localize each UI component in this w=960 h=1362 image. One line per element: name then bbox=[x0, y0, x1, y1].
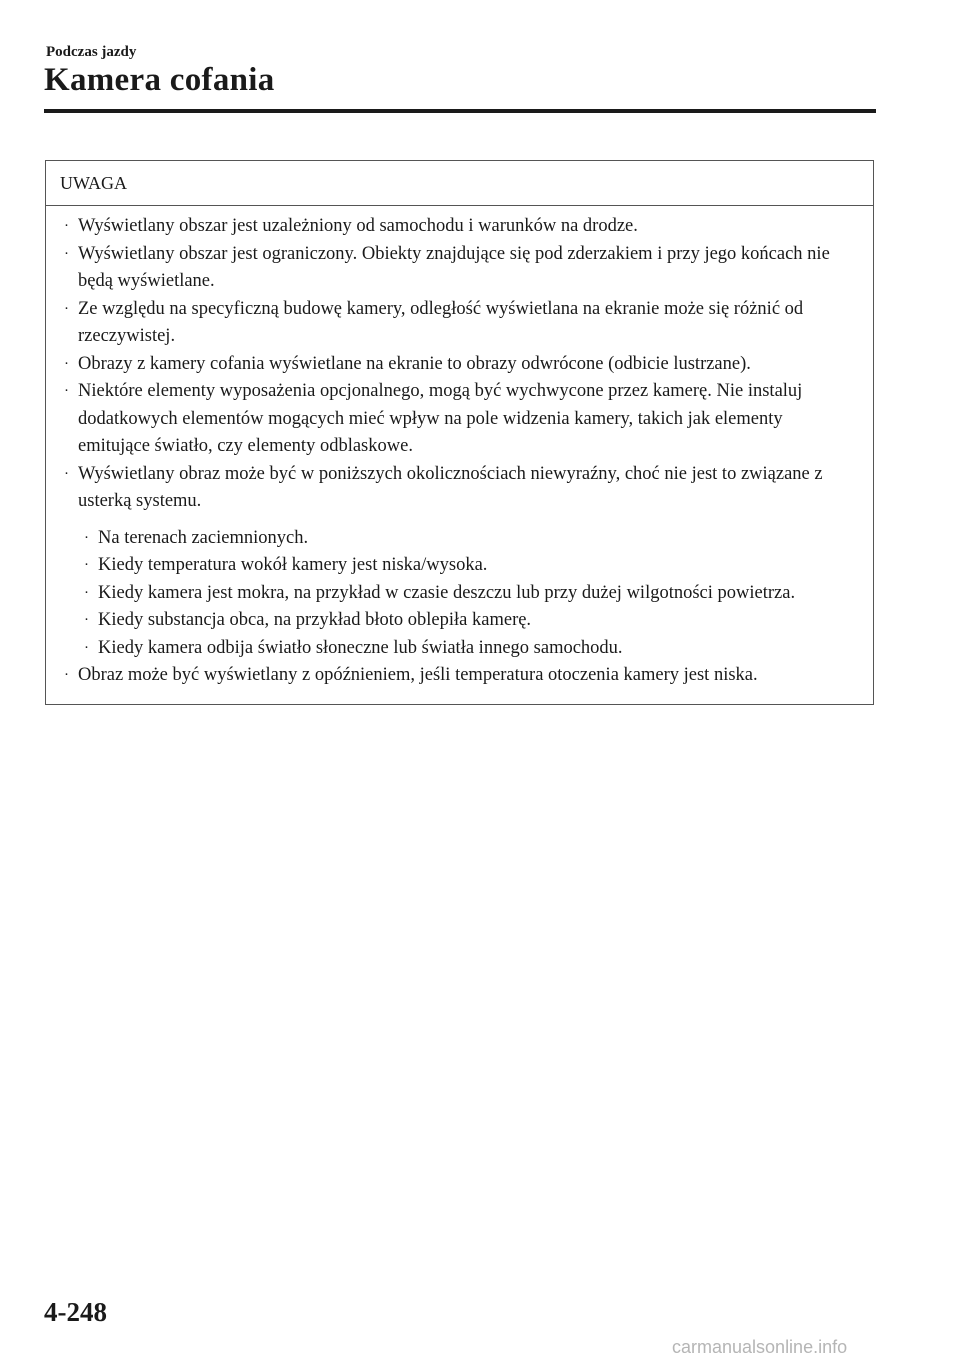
list-item bbox=[60, 241, 857, 296]
bullet-icon: · bbox=[84, 612, 89, 628]
sub-list-item bbox=[80, 635, 857, 663]
sub-list-item-text: Kiedy temperatura wokół kamery jest niska/wysoka. bbox=[98, 555, 488, 575]
bullet-icon: · bbox=[84, 529, 89, 546]
bullet-icon: · bbox=[64, 245, 69, 262]
bullet-icon: · bbox=[64, 383, 69, 399]
sub-list-item bbox=[80, 580, 857, 608]
list-item bbox=[60, 351, 857, 379]
list-item-text: Wyświetlany obszar jest uzależniony od samochodu i warunków na drodze. bbox=[78, 216, 638, 236]
list-item-text: Wyświetlany obraz może być w poniższych okolicznościach niewyraźny, choć nie jest to związane z usterką systemu. bbox=[78, 463, 823, 511]
sub-list-item-text: Kiedy kamera jest mokra, na przykład w czasie deszczu lub przy dużej wilgotności powietrza. bbox=[98, 582, 796, 603]
list-item-text: Wyświetlany obszar jest ograniczony. Obiekty znajdujące się pod zderzakiem i przy jego końcach nie będą wyświetlane. bbox=[78, 243, 830, 291]
note-heading: UWAGA bbox=[46, 161, 873, 206]
bullet-icon: · bbox=[84, 639, 89, 656]
list-item-text: Ze względu na specyficzną budowę kamery, odległość wyświetlana na ekranie może się różnić od rzeczywistej. bbox=[78, 298, 804, 346]
bullet-icon: · bbox=[84, 584, 89, 601]
list-item bbox=[60, 296, 857, 351]
sub-list-item-text: Kiedy substancja obca, na przykład błoto oblepiła kamerę. bbox=[98, 610, 532, 630]
sub-list-item bbox=[80, 607, 857, 635]
list-item-text: Obrazy z kamery cofania wyświetlane na ekranie to obrazy odwrócone (odbicie lustrzane). bbox=[78, 353, 751, 374]
sub-list-item bbox=[80, 525, 857, 553]
list-item bbox=[60, 213, 857, 241]
list-item-text: Niektóre elementy wyposażenia opcjonalnego, mogą być wychwycone przez kamerę. Nie instaluj dodatkowych elementów mogących mieć wpływ na pole widzenia kamery, takich jak elementy emitujące światło, czy elementy odblaskowe. bbox=[78, 381, 803, 456]
page-title: Kamera cofania bbox=[44, 62, 275, 98]
note-box bbox=[45, 160, 874, 705]
list-item bbox=[60, 461, 857, 516]
list-item bbox=[60, 378, 857, 461]
bullet-icon: · bbox=[64, 465, 69, 482]
page-number: 4-248 bbox=[44, 1297, 107, 1327]
bullet-icon: · bbox=[64, 218, 69, 234]
watermark: carmanualsonline.info bbox=[672, 1337, 848, 1357]
bullet-icon: · bbox=[64, 355, 69, 372]
section-label: Podczas jazdy bbox=[46, 44, 137, 60]
title-rule bbox=[44, 109, 876, 113]
list-item bbox=[60, 662, 857, 690]
bullet-icon: · bbox=[64, 667, 69, 683]
sub-list-item-text: Kiedy kamera odbija światło słoneczne lub światła innego samochodu. bbox=[98, 637, 623, 658]
sub-list-item bbox=[80, 552, 857, 580]
note-body bbox=[46, 206, 873, 704]
sub-list-item-text: Na terenach zaciemnionych. bbox=[98, 527, 309, 548]
list-item-text: Obraz może być wyświetlany z opóźnieniem, jeśli temperatura otoczenia kamery jest niska. bbox=[78, 665, 758, 685]
bullet-icon: · bbox=[84, 557, 89, 573]
bullet-icon: · bbox=[64, 300, 69, 317]
